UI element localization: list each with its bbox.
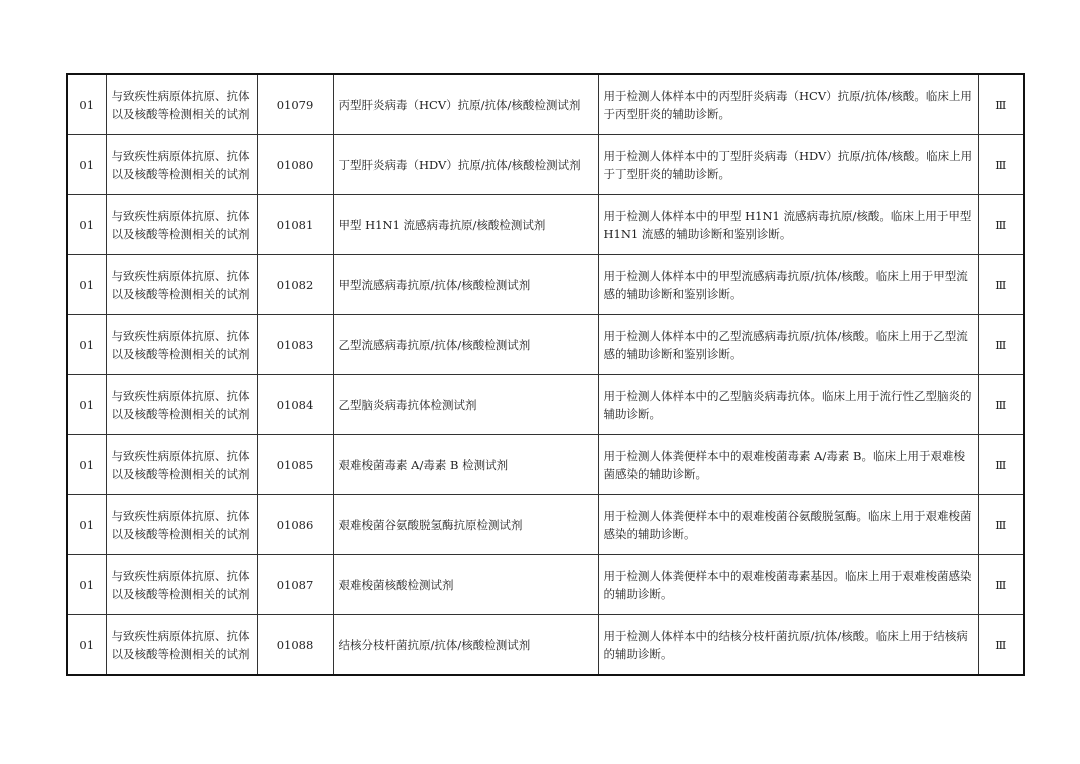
table-row [67,135,1024,195]
code-cell: 01086 [257,495,333,555]
product-name-cell: 甲型 H1N1 流感病毒抗原/核酸检测试剂 [333,195,598,255]
product-type-cell: 与致疾性病原体抗原、抗体以及核酸等检测相关的试剂 [106,315,257,375]
category-cell: 01 [67,495,106,555]
product-name-cell: 结核分枝杆菌抗原/抗体/核酸检测试剂 [333,615,598,676]
category-cell: 01 [67,435,106,495]
class-cell: Ⅲ [978,495,1024,555]
table-row [67,195,1024,255]
table-row [67,375,1024,435]
product-type-cell: 与致疾性病原体抗原、抗体以及核酸等检测相关的试剂 [106,375,257,435]
product-type-cell: 与致疾性病原体抗原、抗体以及核酸等检测相关的试剂 [106,615,257,676]
code-cell: 01079 [257,74,333,135]
product-name-cell: 乙型流感病毒抗原/抗体/核酸检测试剂 [333,315,598,375]
category-cell: 01 [67,555,106,615]
description-cell: 用于检测人体样本中的丁型肝炎病毒（HDV）抗原/抗体/核酸。临床上用于丁型肝炎的辅助诊断。 [598,135,978,195]
class-cell: Ⅲ [978,74,1024,135]
category-cell: 01 [67,74,106,135]
product-type-cell: 与致疾性病原体抗原、抗体以及核酸等检测相关的试剂 [106,74,257,135]
table-body [67,74,1024,675]
description-cell: 用于检测人体样本中的甲型流感病毒抗原/抗体/核酸。临床上用于甲型流感的辅助诊断和鉴别诊断。 [598,255,978,315]
product-type-cell: 与致疾性病原体抗原、抗体以及核酸等检测相关的试剂 [106,435,257,495]
category-cell: 01 [67,375,106,435]
product-name-cell: 甲型流感病毒抗原/抗体/核酸检测试剂 [333,255,598,315]
product-name-cell: 丙型肝炎病毒（HCV）抗原/抗体/核酸检测试剂 [333,74,598,135]
table-row [67,435,1024,495]
class-cell: Ⅲ [978,195,1024,255]
class-cell: Ⅲ [978,135,1024,195]
product-type-cell: 与致疾性病原体抗原、抗体以及核酸等检测相关的试剂 [106,555,257,615]
table-row [67,315,1024,375]
product-name-cell: 艰难梭菌核酸检测试剂 [333,555,598,615]
code-cell: 01083 [257,315,333,375]
product-name-cell: 艰难梭菌谷氨酸脱氢酶抗原检测试剂 [333,495,598,555]
category-cell: 01 [67,135,106,195]
category-cell: 01 [67,255,106,315]
class-cell: Ⅲ [978,375,1024,435]
table-row [67,74,1024,135]
code-cell: 01082 [257,255,333,315]
description-cell: 用于检测人体样本中的乙型流感病毒抗原/抗体/核酸。临床上用于乙型流感的辅助诊断和鉴别诊断。 [598,315,978,375]
product-name-cell: 乙型脑炎病毒抗体检测试剂 [333,375,598,435]
product-type-cell: 与致疾性病原体抗原、抗体以及核酸等检测相关的试剂 [106,495,257,555]
code-cell: 01087 [257,555,333,615]
code-cell: 01081 [257,195,333,255]
class-cell: Ⅲ [978,255,1024,315]
class-cell: Ⅲ [978,555,1024,615]
table-row [67,555,1024,615]
description-cell: 用于检测人体样本中的丙型肝炎病毒（HCV）抗原/抗体/核酸。临床上用于丙型肝炎的辅助诊断。 [598,74,978,135]
description-cell: 用于检测人体粪便样本中的艰难梭菌谷氨酸脱氢酶。临床上用于艰难梭菌感染的辅助诊断。 [598,495,978,555]
product-type-cell: 与致疾性病原体抗原、抗体以及核酸等检测相关的试剂 [106,135,257,195]
code-cell: 01088 [257,615,333,676]
code-cell: 01085 [257,435,333,495]
table-row [67,615,1024,676]
category-cell: 01 [67,195,106,255]
description-cell: 用于检测人体样本中的结核分枝杆菌抗原/抗体/核酸。临床上用于结核病的辅助诊断。 [598,615,978,676]
class-cell: Ⅲ [978,315,1024,375]
table-row [67,255,1024,315]
class-cell: Ⅲ [978,435,1024,495]
product-type-cell: 与致疾性病原体抗原、抗体以及核酸等检测相关的试剂 [106,255,257,315]
code-cell: 01080 [257,135,333,195]
description-cell: 用于检测人体样本中的乙型脑炎病毒抗体。临床上用于流行性乙型脑炎的辅助诊断。 [598,375,978,435]
class-cell: Ⅲ [978,615,1024,676]
description-cell: 用于检测人体样本中的甲型 H1N1 流感病毒抗原/核酸。临床上用于甲型 H1N1 流感的辅助诊断和鉴别诊断。 [598,195,978,255]
category-cell: 01 [67,315,106,375]
description-cell: 用于检测人体粪便样本中的艰难梭菌毒素 A/毒素 B。临床上用于艰难梭菌感染的辅助诊断。 [598,435,978,495]
product-name-cell: 丁型肝炎病毒（HDV）抗原/抗体/核酸检测试剂 [333,135,598,195]
table-row [67,495,1024,555]
code-cell: 01084 [257,375,333,435]
product-name-cell: 艰难梭菌毒素 A/毒素 B 检测试剂 [333,435,598,495]
product-type-cell: 与致疾性病原体抗原、抗体以及核酸等检测相关的试剂 [106,195,257,255]
description-cell: 用于检测人体粪便样本中的艰难梭菌毒素基因。临床上用于艰难梭菌感染的辅助诊断。 [598,555,978,615]
category-cell: 01 [67,615,106,676]
reagent-catalog-table [66,73,1025,676]
